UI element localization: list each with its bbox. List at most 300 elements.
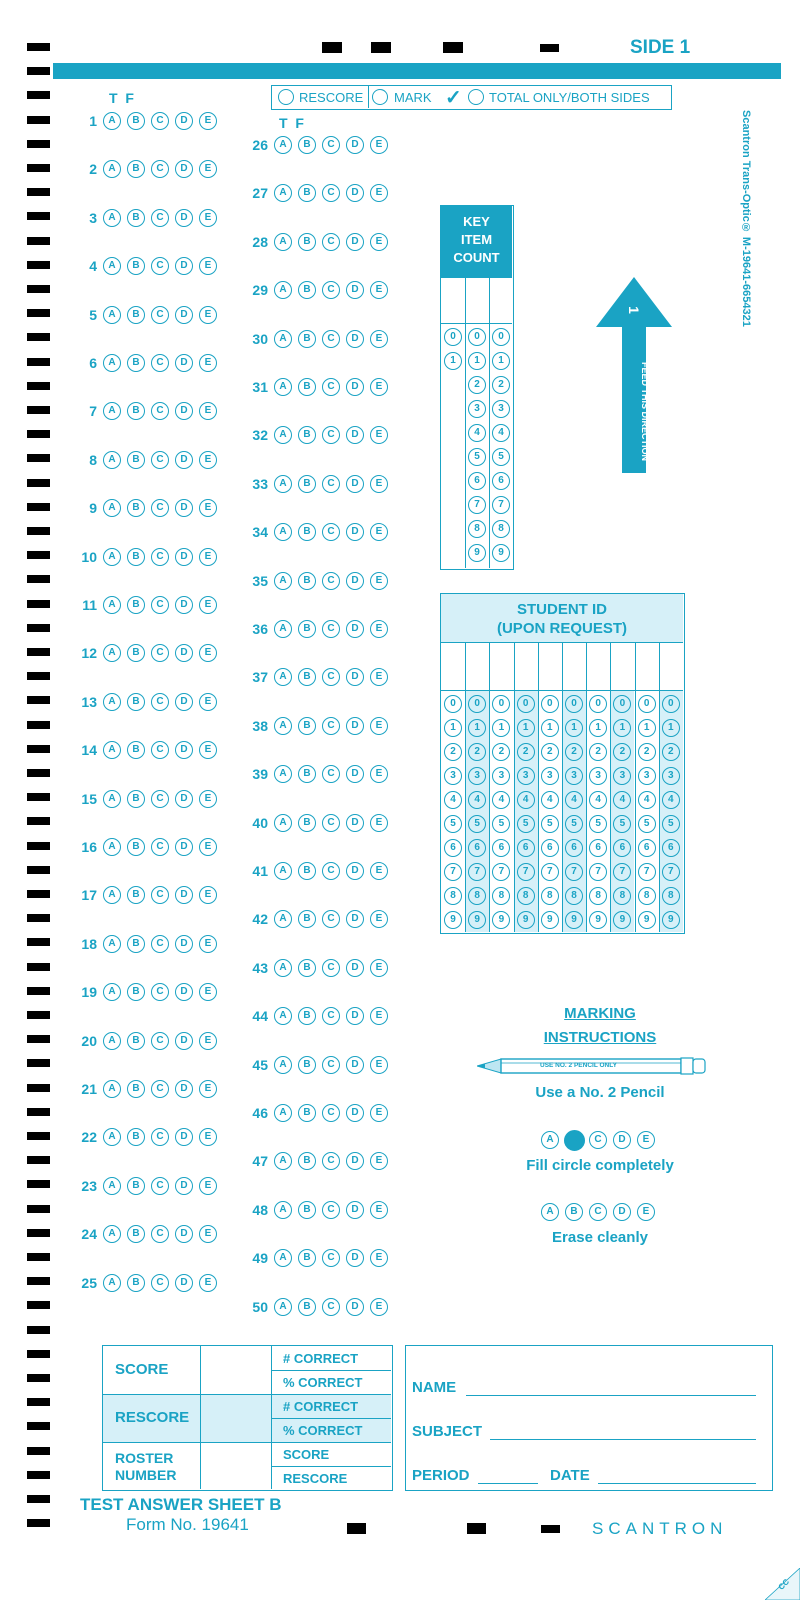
rescore-bubble[interactable] xyxy=(278,89,294,105)
student-id-bubble-9-0[interactable]: 0 xyxy=(662,695,680,713)
answer-bubble-22-d[interactable]: D xyxy=(175,1128,193,1146)
answer-bubble-27-c[interactable]: C xyxy=(322,184,340,202)
answer-bubble-24-d[interactable]: D xyxy=(175,1225,193,1243)
answer-bubble-31-a[interactable]: A xyxy=(274,378,292,396)
answer-bubble-48-c[interactable]: C xyxy=(322,1201,340,1219)
answer-bubble-21-e[interactable]: E xyxy=(199,1080,217,1098)
answer-bubble-39-e[interactable]: E xyxy=(370,765,388,783)
student-id-bubble-8-5[interactable]: 5 xyxy=(638,815,656,833)
student-id-bubble-7-5[interactable]: 5 xyxy=(613,815,631,833)
key-count-bubble-1-1[interactable]: 1 xyxy=(468,352,486,370)
answer-bubble-17-a[interactable]: A xyxy=(103,886,121,904)
answer-bubble-30-c[interactable]: C xyxy=(322,330,340,348)
answer-bubble-13-e[interactable]: E xyxy=(199,693,217,711)
answer-bubble-10-a[interactable]: A xyxy=(103,548,121,566)
answer-bubble-39-b[interactable]: B xyxy=(298,765,316,783)
answer-bubble-23-b[interactable]: B xyxy=(127,1177,145,1195)
answer-bubble-35-a[interactable]: A xyxy=(274,572,292,590)
answer-bubble-39-d[interactable]: D xyxy=(346,765,364,783)
student-id-bubble-9-5[interactable]: 5 xyxy=(662,815,680,833)
answer-bubble-43-a[interactable]: A xyxy=(274,959,292,977)
answer-bubble-30-b[interactable]: B xyxy=(298,330,316,348)
answer-bubble-21-b[interactable]: B xyxy=(127,1080,145,1098)
student-id-bubble-7-8[interactable]: 8 xyxy=(613,887,631,905)
key-count-bubble-1-3[interactable]: 3 xyxy=(468,400,486,418)
student-id-bubble-6-8[interactable]: 8 xyxy=(589,887,607,905)
answer-bubble-5-c[interactable]: C xyxy=(151,306,169,324)
answer-bubble-1-b[interactable]: B xyxy=(127,112,145,130)
answer-bubble-36-a[interactable]: A xyxy=(274,620,292,638)
student-id-bubble-3-1[interactable]: 1 xyxy=(517,719,535,737)
key-count-bubble-1-5[interactable]: 5 xyxy=(468,448,486,466)
student-id-bubble-1-1[interactable]: 1 xyxy=(468,719,486,737)
student-id-bubble-4-9[interactable]: 9 xyxy=(541,911,559,929)
student-id-bubble-7-0[interactable]: 0 xyxy=(613,695,631,713)
student-id-bubble-1-0[interactable]: 0 xyxy=(468,695,486,713)
answer-bubble-47-b[interactable]: B xyxy=(298,1152,316,1170)
answer-bubble-1-d[interactable]: D xyxy=(175,112,193,130)
answer-bubble-6-c[interactable]: C xyxy=(151,354,169,372)
key-count-bubble-2-5[interactable]: 5 xyxy=(492,448,510,466)
student-id-bubble-9-3[interactable]: 3 xyxy=(662,767,680,785)
answer-bubble-14-e[interactable]: E xyxy=(199,741,217,759)
answer-bubble-6-a[interactable]: A xyxy=(103,354,121,372)
answer-bubble-49-d[interactable]: D xyxy=(346,1249,364,1267)
answer-bubble-20-e[interactable]: E xyxy=(199,1032,217,1050)
student-id-bubble-4-4[interactable]: 4 xyxy=(541,791,559,809)
student-id-bubble-0-5[interactable]: 5 xyxy=(444,815,462,833)
student-id-bubble-9-1[interactable]: 1 xyxy=(662,719,680,737)
student-id-bubble-0-2[interactable]: 2 xyxy=(444,743,462,761)
student-id-bubble-5-2[interactable]: 2 xyxy=(565,743,583,761)
answer-bubble-2-b[interactable]: B xyxy=(127,160,145,178)
answer-bubble-35-e[interactable]: E xyxy=(370,572,388,590)
student-id-bubble-4-2[interactable]: 2 xyxy=(541,743,559,761)
answer-bubble-25-c[interactable]: C xyxy=(151,1274,169,1292)
key-count-bubble-2-3[interactable]: 3 xyxy=(492,400,510,418)
student-id-bubble-6-6[interactable]: 6 xyxy=(589,839,607,857)
answer-bubble-48-d[interactable]: D xyxy=(346,1201,364,1219)
answer-bubble-34-a[interactable]: A xyxy=(274,523,292,541)
answer-bubble-3-c[interactable]: C xyxy=(151,209,169,227)
answer-bubble-21-d[interactable]: D xyxy=(175,1080,193,1098)
answer-bubble-22-e[interactable]: E xyxy=(199,1128,217,1146)
answer-bubble-50-c[interactable]: C xyxy=(322,1298,340,1316)
answer-bubble-30-a[interactable]: A xyxy=(274,330,292,348)
student-id-bubble-8-4[interactable]: 4 xyxy=(638,791,656,809)
answer-bubble-23-d[interactable]: D xyxy=(175,1177,193,1195)
student-id-bubble-2-1[interactable]: 1 xyxy=(492,719,510,737)
answer-bubble-9-b[interactable]: B xyxy=(127,499,145,517)
answer-bubble-8-a[interactable]: A xyxy=(103,451,121,469)
student-id-bubble-3-3[interactable]: 3 xyxy=(517,767,535,785)
student-id-bubble-6-7[interactable]: 7 xyxy=(589,863,607,881)
answer-bubble-45-a[interactable]: A xyxy=(274,1056,292,1074)
answer-bubble-4-c[interactable]: C xyxy=(151,257,169,275)
answer-bubble-43-c[interactable]: C xyxy=(322,959,340,977)
answer-bubble-6-b[interactable]: B xyxy=(127,354,145,372)
answer-bubble-45-c[interactable]: C xyxy=(322,1056,340,1074)
name-field[interactable] xyxy=(466,1395,756,1396)
subject-field[interactable] xyxy=(490,1439,756,1440)
answer-bubble-29-c[interactable]: C xyxy=(322,281,340,299)
student-id-bubble-4-8[interactable]: 8 xyxy=(541,887,559,905)
answer-bubble-28-a[interactable]: A xyxy=(274,233,292,251)
student-id-bubble-5-3[interactable]: 3 xyxy=(565,767,583,785)
answer-bubble-46-c[interactable]: C xyxy=(322,1104,340,1122)
answer-bubble-17-e[interactable]: E xyxy=(199,886,217,904)
answer-bubble-3-d[interactable]: D xyxy=(175,209,193,227)
key-count-bubble-2-2[interactable]: 2 xyxy=(492,376,510,394)
answer-bubble-46-e[interactable]: E xyxy=(370,1104,388,1122)
answer-bubble-29-a[interactable]: A xyxy=(274,281,292,299)
answer-bubble-18-b[interactable]: B xyxy=(127,935,145,953)
answer-bubble-26-a[interactable]: A xyxy=(274,136,292,154)
answer-bubble-28-d[interactable]: D xyxy=(346,233,364,251)
answer-bubble-49-b[interactable]: B xyxy=(298,1249,316,1267)
answer-bubble-31-d[interactable]: D xyxy=(346,378,364,396)
answer-bubble-11-d[interactable]: D xyxy=(175,596,193,614)
answer-bubble-44-a[interactable]: A xyxy=(274,1007,292,1025)
key-count-bubble-1-2[interactable]: 2 xyxy=(468,376,486,394)
answer-bubble-46-b[interactable]: B xyxy=(298,1104,316,1122)
answer-bubble-16-a[interactable]: A xyxy=(103,838,121,856)
student-id-bubble-1-6[interactable]: 6 xyxy=(468,839,486,857)
answer-bubble-26-e[interactable]: E xyxy=(370,136,388,154)
answer-bubble-49-c[interactable]: C xyxy=(322,1249,340,1267)
answer-bubble-46-d[interactable]: D xyxy=(346,1104,364,1122)
answer-bubble-50-b[interactable]: B xyxy=(298,1298,316,1316)
answer-bubble-30-e[interactable]: E xyxy=(370,330,388,348)
answer-bubble-11-c[interactable]: C xyxy=(151,596,169,614)
answer-bubble-40-a[interactable]: A xyxy=(274,814,292,832)
student-id-bubble-6-1[interactable]: 1 xyxy=(589,719,607,737)
student-id-bubble-0-9[interactable]: 9 xyxy=(444,911,462,929)
student-id-bubble-8-1[interactable]: 1 xyxy=(638,719,656,737)
student-id-bubble-6-5[interactable]: 5 xyxy=(589,815,607,833)
answer-bubble-50-e[interactable]: E xyxy=(370,1298,388,1316)
answer-bubble-10-b[interactable]: B xyxy=(127,548,145,566)
answer-bubble-41-d[interactable]: D xyxy=(346,862,364,880)
answer-bubble-14-c[interactable]: C xyxy=(151,741,169,759)
student-id-bubble-7-2[interactable]: 2 xyxy=(613,743,631,761)
answer-bubble-30-d[interactable]: D xyxy=(346,330,364,348)
answer-bubble-12-d[interactable]: D xyxy=(175,644,193,662)
answer-bubble-32-e[interactable]: E xyxy=(370,426,388,444)
student-id-bubble-0-0[interactable]: 0 xyxy=(444,695,462,713)
answer-bubble-21-c[interactable]: C xyxy=(151,1080,169,1098)
date-field[interactable] xyxy=(598,1483,756,1484)
answer-bubble-20-d[interactable]: D xyxy=(175,1032,193,1050)
student-id-bubble-6-3[interactable]: 3 xyxy=(589,767,607,785)
student-id-bubble-0-4[interactable]: 4 xyxy=(444,791,462,809)
key-count-bubble-2-9[interactable]: 9 xyxy=(492,544,510,562)
answer-bubble-32-a[interactable]: A xyxy=(274,426,292,444)
answer-bubble-16-b[interactable]: B xyxy=(127,838,145,856)
answer-bubble-28-c[interactable]: C xyxy=(322,233,340,251)
answer-bubble-11-e[interactable]: E xyxy=(199,596,217,614)
answer-bubble-17-b[interactable]: B xyxy=(127,886,145,904)
student-id-bubble-7-4[interactable]: 4 xyxy=(613,791,631,809)
answer-bubble-35-c[interactable]: C xyxy=(322,572,340,590)
answer-bubble-18-a[interactable]: A xyxy=(103,935,121,953)
answer-bubble-26-b[interactable]: B xyxy=(298,136,316,154)
student-id-bubble-4-3[interactable]: 3 xyxy=(541,767,559,785)
student-id-bubble-0-3[interactable]: 3 xyxy=(444,767,462,785)
student-id-bubble-3-6[interactable]: 6 xyxy=(517,839,535,857)
student-id-bubble-1-8[interactable]: 8 xyxy=(468,887,486,905)
answer-bubble-42-b[interactable]: B xyxy=(298,910,316,928)
answer-bubble-36-e[interactable]: E xyxy=(370,620,388,638)
key-count-bubble-1-4[interactable]: 4 xyxy=(468,424,486,442)
answer-bubble-16-c[interactable]: C xyxy=(151,838,169,856)
answer-bubble-40-e[interactable]: E xyxy=(370,814,388,832)
student-id-bubble-8-8[interactable]: 8 xyxy=(638,887,656,905)
student-id-bubble-9-8[interactable]: 8 xyxy=(662,887,680,905)
answer-bubble-47-a[interactable]: A xyxy=(274,1152,292,1170)
student-id-bubble-0-8[interactable]: 8 xyxy=(444,887,462,905)
answer-bubble-11-a[interactable]: A xyxy=(103,596,121,614)
answer-bubble-7-b[interactable]: B xyxy=(127,402,145,420)
student-id-bubble-3-9[interactable]: 9 xyxy=(517,911,535,929)
answer-bubble-27-a[interactable]: A xyxy=(274,184,292,202)
answer-bubble-14-d[interactable]: D xyxy=(175,741,193,759)
student-id-bubble-7-1[interactable]: 1 xyxy=(613,719,631,737)
student-id-bubble-1-9[interactable]: 9 xyxy=(468,911,486,929)
student-id-bubble-5-9[interactable]: 9 xyxy=(565,911,583,929)
answer-bubble-1-a[interactable]: A xyxy=(103,112,121,130)
answer-bubble-18-d[interactable]: D xyxy=(175,935,193,953)
answer-bubble-47-d[interactable]: D xyxy=(346,1152,364,1170)
answer-bubble-6-e[interactable]: E xyxy=(199,354,217,372)
student-id-bubble-8-7[interactable]: 7 xyxy=(638,863,656,881)
student-id-bubble-4-6[interactable]: 6 xyxy=(541,839,559,857)
answer-bubble-27-e[interactable]: E xyxy=(370,184,388,202)
period-field[interactable] xyxy=(478,1483,538,1484)
total-only-bubble[interactable] xyxy=(468,89,484,105)
answer-bubble-25-a[interactable]: A xyxy=(103,1274,121,1292)
student-id-bubble-5-8[interactable]: 8 xyxy=(565,887,583,905)
student-id-bubble-3-2[interactable]: 2 xyxy=(517,743,535,761)
key-count-bubble-1-6[interactable]: 6 xyxy=(468,472,486,490)
answer-bubble-13-b[interactable]: B xyxy=(127,693,145,711)
answer-bubble-28-e[interactable]: E xyxy=(370,233,388,251)
answer-bubble-7-c[interactable]: C xyxy=(151,402,169,420)
student-id-bubble-2-5[interactable]: 5 xyxy=(492,815,510,833)
answer-bubble-5-b[interactable]: B xyxy=(127,306,145,324)
key-count-bubble-1-8[interactable]: 8 xyxy=(468,520,486,538)
key-count-bubble-2-7[interactable]: 7 xyxy=(492,496,510,514)
answer-bubble-12-c[interactable]: C xyxy=(151,644,169,662)
answer-bubble-28-b[interactable]: B xyxy=(298,233,316,251)
student-id-bubble-3-8[interactable]: 8 xyxy=(517,887,535,905)
answer-bubble-4-a[interactable]: A xyxy=(103,257,121,275)
student-id-bubble-8-9[interactable]: 9 xyxy=(638,911,656,929)
student-id-bubble-3-4[interactable]: 4 xyxy=(517,791,535,809)
answer-bubble-23-c[interactable]: C xyxy=(151,1177,169,1195)
answer-bubble-31-b[interactable]: B xyxy=(298,378,316,396)
answer-bubble-20-b[interactable]: B xyxy=(127,1032,145,1050)
student-id-bubble-0-7[interactable]: 7 xyxy=(444,863,462,881)
answer-bubble-42-c[interactable]: C xyxy=(322,910,340,928)
answer-bubble-39-a[interactable]: A xyxy=(274,765,292,783)
answer-bubble-42-a[interactable]: A xyxy=(274,910,292,928)
answer-bubble-14-a[interactable]: A xyxy=(103,741,121,759)
student-id-bubble-0-1[interactable]: 1 xyxy=(444,719,462,737)
answer-bubble-10-c[interactable]: C xyxy=(151,548,169,566)
student-id-bubble-4-0[interactable]: 0 xyxy=(541,695,559,713)
answer-bubble-21-a[interactable]: A xyxy=(103,1080,121,1098)
answer-bubble-20-c[interactable]: C xyxy=(151,1032,169,1050)
student-id-bubble-3-7[interactable]: 7 xyxy=(517,863,535,881)
answer-bubble-17-c[interactable]: C xyxy=(151,886,169,904)
answer-bubble-19-d[interactable]: D xyxy=(175,983,193,1001)
answer-bubble-35-d[interactable]: D xyxy=(346,572,364,590)
answer-bubble-36-d[interactable]: D xyxy=(346,620,364,638)
answer-bubble-25-e[interactable]: E xyxy=(199,1274,217,1292)
answer-bubble-23-a[interactable]: A xyxy=(103,1177,121,1195)
answer-bubble-19-a[interactable]: A xyxy=(103,983,121,1001)
answer-bubble-33-a[interactable]: A xyxy=(274,475,292,493)
student-id-bubble-2-2[interactable]: 2 xyxy=(492,743,510,761)
student-id-bubble-9-6[interactable]: 6 xyxy=(662,839,680,857)
answer-bubble-16-d[interactable]: D xyxy=(175,838,193,856)
student-id-bubble-1-4[interactable]: 4 xyxy=(468,791,486,809)
answer-bubble-8-b[interactable]: B xyxy=(127,451,145,469)
answer-bubble-43-b[interactable]: B xyxy=(298,959,316,977)
answer-bubble-40-c[interactable]: C xyxy=(322,814,340,832)
key-count-bubble-1-7[interactable]: 7 xyxy=(468,496,486,514)
student-id-bubble-6-9[interactable]: 9 xyxy=(589,911,607,929)
answer-bubble-9-c[interactable]: C xyxy=(151,499,169,517)
answer-bubble-45-e[interactable]: E xyxy=(370,1056,388,1074)
key-count-bubble-2-0[interactable]: 0 xyxy=(492,328,510,346)
answer-bubble-37-a[interactable]: A xyxy=(274,668,292,686)
answer-bubble-22-a[interactable]: A xyxy=(103,1128,121,1146)
answer-bubble-12-e[interactable]: E xyxy=(199,644,217,662)
answer-bubble-19-b[interactable]: B xyxy=(127,983,145,1001)
answer-bubble-27-b[interactable]: B xyxy=(298,184,316,202)
student-id-bubble-2-9[interactable]: 9 xyxy=(492,911,510,929)
answer-bubble-39-c[interactable]: C xyxy=(322,765,340,783)
student-id-bubble-2-6[interactable]: 6 xyxy=(492,839,510,857)
answer-bubble-32-c[interactable]: C xyxy=(322,426,340,444)
answer-bubble-15-a[interactable]: A xyxy=(103,790,121,808)
answer-bubble-48-e[interactable]: E xyxy=(370,1201,388,1219)
answer-bubble-5-d[interactable]: D xyxy=(175,306,193,324)
answer-bubble-47-c[interactable]: C xyxy=(322,1152,340,1170)
answer-bubble-41-a[interactable]: A xyxy=(274,862,292,880)
key-count-bubble-2-8[interactable]: 8 xyxy=(492,520,510,538)
answer-bubble-8-c[interactable]: C xyxy=(151,451,169,469)
answer-bubble-13-c[interactable]: C xyxy=(151,693,169,711)
answer-bubble-16-e[interactable]: E xyxy=(199,838,217,856)
answer-bubble-34-e[interactable]: E xyxy=(370,523,388,541)
answer-bubble-2-c[interactable]: C xyxy=(151,160,169,178)
student-id-bubble-3-0[interactable]: 0 xyxy=(517,695,535,713)
answer-bubble-31-c[interactable]: C xyxy=(322,378,340,396)
answer-bubble-4-b[interactable]: B xyxy=(127,257,145,275)
student-id-bubble-7-9[interactable]: 9 xyxy=(613,911,631,929)
student-id-bubble-7-7[interactable]: 7 xyxy=(613,863,631,881)
answer-bubble-6-d[interactable]: D xyxy=(175,354,193,372)
answer-bubble-12-a[interactable]: A xyxy=(103,644,121,662)
mark-bubble[interactable] xyxy=(372,89,388,105)
answer-bubble-1-c[interactable]: C xyxy=(151,112,169,130)
student-id-bubble-7-6[interactable]: 6 xyxy=(613,839,631,857)
student-id-bubble-4-7[interactable]: 7 xyxy=(541,863,559,881)
student-id-bubble-5-1[interactable]: 1 xyxy=(565,719,583,737)
answer-bubble-24-e[interactable]: E xyxy=(199,1225,217,1243)
answer-bubble-45-d[interactable]: D xyxy=(346,1056,364,1074)
student-id-bubble-1-7[interactable]: 7 xyxy=(468,863,486,881)
student-id-bubble-6-4[interactable]: 4 xyxy=(589,791,607,809)
answer-bubble-29-e[interactable]: E xyxy=(370,281,388,299)
key-count-bubble-2-1[interactable]: 1 xyxy=(492,352,510,370)
answer-bubble-22-c[interactable]: C xyxy=(151,1128,169,1146)
answer-bubble-44-e[interactable]: E xyxy=(370,1007,388,1025)
answer-bubble-17-d[interactable]: D xyxy=(175,886,193,904)
student-id-bubble-1-3[interactable]: 3 xyxy=(468,767,486,785)
student-id-bubble-2-4[interactable]: 4 xyxy=(492,791,510,809)
answer-bubble-9-a[interactable]: A xyxy=(103,499,121,517)
student-id-bubble-5-7[interactable]: 7 xyxy=(565,863,583,881)
answer-bubble-10-e[interactable]: E xyxy=(199,548,217,566)
answer-bubble-24-a[interactable]: A xyxy=(103,1225,121,1243)
answer-bubble-37-c[interactable]: C xyxy=(322,668,340,686)
answer-bubble-8-e[interactable]: E xyxy=(199,451,217,469)
answer-bubble-38-a[interactable]: A xyxy=(274,717,292,735)
answer-bubble-43-d[interactable]: D xyxy=(346,959,364,977)
answer-bubble-50-d[interactable]: D xyxy=(346,1298,364,1316)
student-id-bubble-4-1[interactable]: 1 xyxy=(541,719,559,737)
answer-bubble-4-e[interactable]: E xyxy=(199,257,217,275)
answer-bubble-14-b[interactable]: B xyxy=(127,741,145,759)
student-id-bubble-8-6[interactable]: 6 xyxy=(638,839,656,857)
answer-bubble-25-d[interactable]: D xyxy=(175,1274,193,1292)
answer-bubble-27-d[interactable]: D xyxy=(346,184,364,202)
answer-bubble-24-b[interactable]: B xyxy=(127,1225,145,1243)
student-id-bubble-9-4[interactable]: 4 xyxy=(662,791,680,809)
answer-bubble-32-d[interactable]: D xyxy=(346,426,364,444)
answer-bubble-18-c[interactable]: C xyxy=(151,935,169,953)
answer-bubble-22-b[interactable]: B xyxy=(127,1128,145,1146)
answer-bubble-38-d[interactable]: D xyxy=(346,717,364,735)
student-id-bubble-5-0[interactable]: 0 xyxy=(565,695,583,713)
answer-bubble-1-e[interactable]: E xyxy=(199,112,217,130)
answer-bubble-36-c[interactable]: C xyxy=(322,620,340,638)
answer-bubble-35-b[interactable]: B xyxy=(298,572,316,590)
student-id-bubble-4-5[interactable]: 5 xyxy=(541,815,559,833)
answer-bubble-38-c[interactable]: C xyxy=(322,717,340,735)
student-id-bubble-2-7[interactable]: 7 xyxy=(492,863,510,881)
answer-bubble-2-e[interactable]: E xyxy=(199,160,217,178)
answer-bubble-5-a[interactable]: A xyxy=(103,306,121,324)
answer-bubble-38-b[interactable]: B xyxy=(298,717,316,735)
answer-bubble-43-e[interactable]: E xyxy=(370,959,388,977)
key-count-bubble-1-0[interactable]: 0 xyxy=(468,328,486,346)
student-id-bubble-3-5[interactable]: 5 xyxy=(517,815,535,833)
answer-bubble-42-e[interactable]: E xyxy=(370,910,388,928)
answer-bubble-50-a[interactable]: A xyxy=(274,1298,292,1316)
answer-bubble-37-b[interactable]: B xyxy=(298,668,316,686)
student-id-bubble-9-9[interactable]: 9 xyxy=(662,911,680,929)
answer-bubble-44-b[interactable]: B xyxy=(298,1007,316,1025)
answer-bubble-47-e[interactable]: E xyxy=(370,1152,388,1170)
answer-bubble-41-c[interactable]: C xyxy=(322,862,340,880)
student-id-bubble-5-5[interactable]: 5 xyxy=(565,815,583,833)
student-id-bubble-8-3[interactable]: 3 xyxy=(638,767,656,785)
